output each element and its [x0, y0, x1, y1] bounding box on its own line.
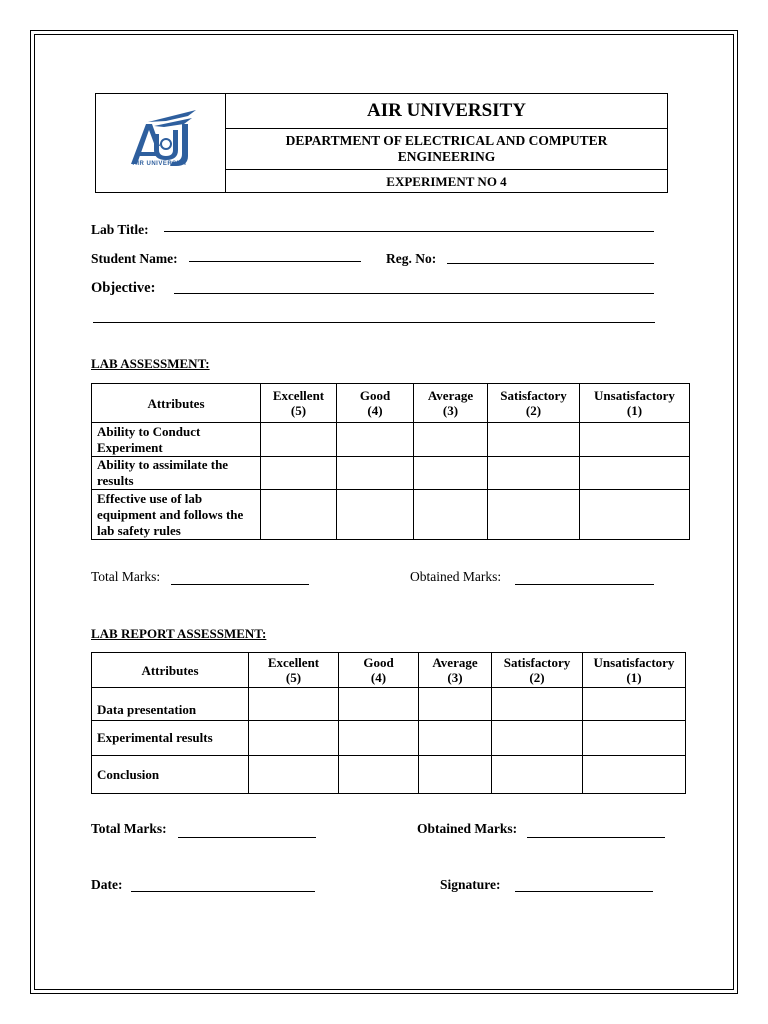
- rating-cell[interactable]: [492, 688, 583, 721]
- table-row: [92, 756, 686, 794]
- table-header-row: [92, 384, 690, 423]
- rating-cell[interactable]: [583, 721, 686, 756]
- rating-cell[interactable]: [261, 457, 337, 490]
- signature-label: Signature:: [440, 877, 501, 892]
- signature-field[interactable]: [515, 891, 653, 892]
- rating-cell[interactable]: [339, 688, 419, 721]
- column-header: Good (4): [339, 653, 419, 688]
- attribute-cell: Experimental results: [92, 721, 249, 756]
- rating-cell[interactable]: [583, 688, 686, 721]
- student-name-label: Student Name:: [91, 251, 178, 266]
- objective-label: Objective:: [91, 280, 156, 296]
- attribute-cell: Effective use of lab equipment and follows the lab safety rules: [92, 490, 261, 540]
- report-obtained-marks-label: Obtained Marks:: [417, 821, 518, 836]
- rating-cell[interactable]: [492, 756, 583, 794]
- rating-cell[interactable]: [261, 490, 337, 540]
- column-header: Excellent (5): [249, 653, 339, 688]
- lab-obtained-marks-label: Obtained Marks:: [410, 569, 502, 584]
- table-row: [92, 490, 690, 540]
- date-field[interactable]: [131, 891, 315, 892]
- attribute-cell: Conclusion: [92, 756, 249, 794]
- rating-cell[interactable]: [488, 423, 580, 457]
- rating-cell[interactable]: [261, 423, 337, 457]
- rating-cell[interactable]: [339, 721, 419, 756]
- rating-cell[interactable]: [337, 423, 414, 457]
- table-row: [92, 688, 686, 721]
- column-header: Attributes: [92, 384, 261, 423]
- column-header: Good (4): [337, 384, 414, 423]
- column-header: Average (3): [414, 384, 488, 423]
- rating-cell[interactable]: [414, 423, 488, 457]
- lab-title-label: Lab Title:: [91, 222, 149, 237]
- logo-cell: [96, 94, 226, 192]
- column-header: Average (3): [419, 653, 492, 688]
- rating-cell[interactable]: [580, 423, 690, 457]
- table-row: [92, 721, 686, 756]
- rating-cell[interactable]: [580, 457, 690, 490]
- reg-no-field[interactable]: [447, 263, 654, 264]
- student-name-field[interactable]: [189, 261, 361, 262]
- table-row: [92, 423, 690, 457]
- rating-cell[interactable]: [419, 721, 492, 756]
- rating-cell[interactable]: [249, 688, 339, 721]
- column-header: Unsatisfactory (1): [583, 653, 686, 688]
- column-header: Excellent (5): [261, 384, 337, 423]
- rating-cell[interactable]: [419, 688, 492, 721]
- university-name: AIR UNIVERSITY: [226, 94, 667, 129]
- rating-cell[interactable]: [583, 756, 686, 794]
- attribute-cell: Ability to Conduct Experiment: [92, 423, 261, 457]
- rating-cell[interactable]: [414, 457, 488, 490]
- reg-no-label: Reg. No:: [386, 251, 437, 266]
- air-university-logo-icon: [96, 94, 226, 194]
- lab-obtained-marks-field[interactable]: [515, 584, 654, 585]
- rating-cell[interactable]: [337, 490, 414, 540]
- report-total-marks-label: Total Marks:: [91, 821, 167, 836]
- lab-total-marks-label: Total Marks:: [91, 569, 161, 584]
- lab-assessment-table: [91, 383, 690, 540]
- rating-cell[interactable]: [339, 756, 419, 794]
- rating-cell[interactable]: [492, 721, 583, 756]
- lab-report-heading: LAB REPORT ASSESSMENT:: [91, 626, 267, 641]
- table-header-row: [92, 653, 686, 688]
- rating-cell[interactable]: [580, 490, 690, 540]
- logo-caption: AIR UNIVERSITY: [132, 161, 188, 167]
- attribute-cell: Data presentation: [92, 688, 249, 721]
- report-total-marks-field[interactable]: [178, 837, 316, 838]
- date-label: Date:: [91, 877, 123, 892]
- table-row: [92, 457, 690, 490]
- attribute-cell: Ability to assimilate the results: [92, 457, 261, 490]
- rating-cell[interactable]: [249, 756, 339, 794]
- document-header: [95, 93, 668, 193]
- rating-cell[interactable]: [337, 457, 414, 490]
- objective-field-line-2[interactable]: [93, 322, 655, 323]
- column-header: Attributes: [92, 653, 249, 688]
- lab-total-marks-field[interactable]: [171, 584, 309, 585]
- rating-cell[interactable]: [419, 756, 492, 794]
- report-obtained-marks-field[interactable]: [527, 837, 665, 838]
- column-header: Unsatisfactory (1): [580, 384, 690, 423]
- lab-report-table: [91, 652, 686, 794]
- lab-title-field[interactable]: [164, 231, 654, 232]
- experiment-number: EXPERIMENT NO 4: [386, 174, 507, 189]
- rating-cell[interactable]: [414, 490, 488, 540]
- column-header: Satisfactory (2): [488, 384, 580, 423]
- lab-assessment-heading: LAB ASSESSMENT:: [91, 356, 210, 371]
- column-header: Satisfactory (2): [492, 653, 583, 688]
- rating-cell[interactable]: [488, 490, 580, 540]
- department-name: DEPARTMENT OF ELECTRICAL AND COMPUTER ENGINEERING: [226, 129, 667, 170]
- objective-field[interactable]: [174, 293, 654, 294]
- rating-cell[interactable]: [488, 457, 580, 490]
- rating-cell[interactable]: [249, 721, 339, 756]
